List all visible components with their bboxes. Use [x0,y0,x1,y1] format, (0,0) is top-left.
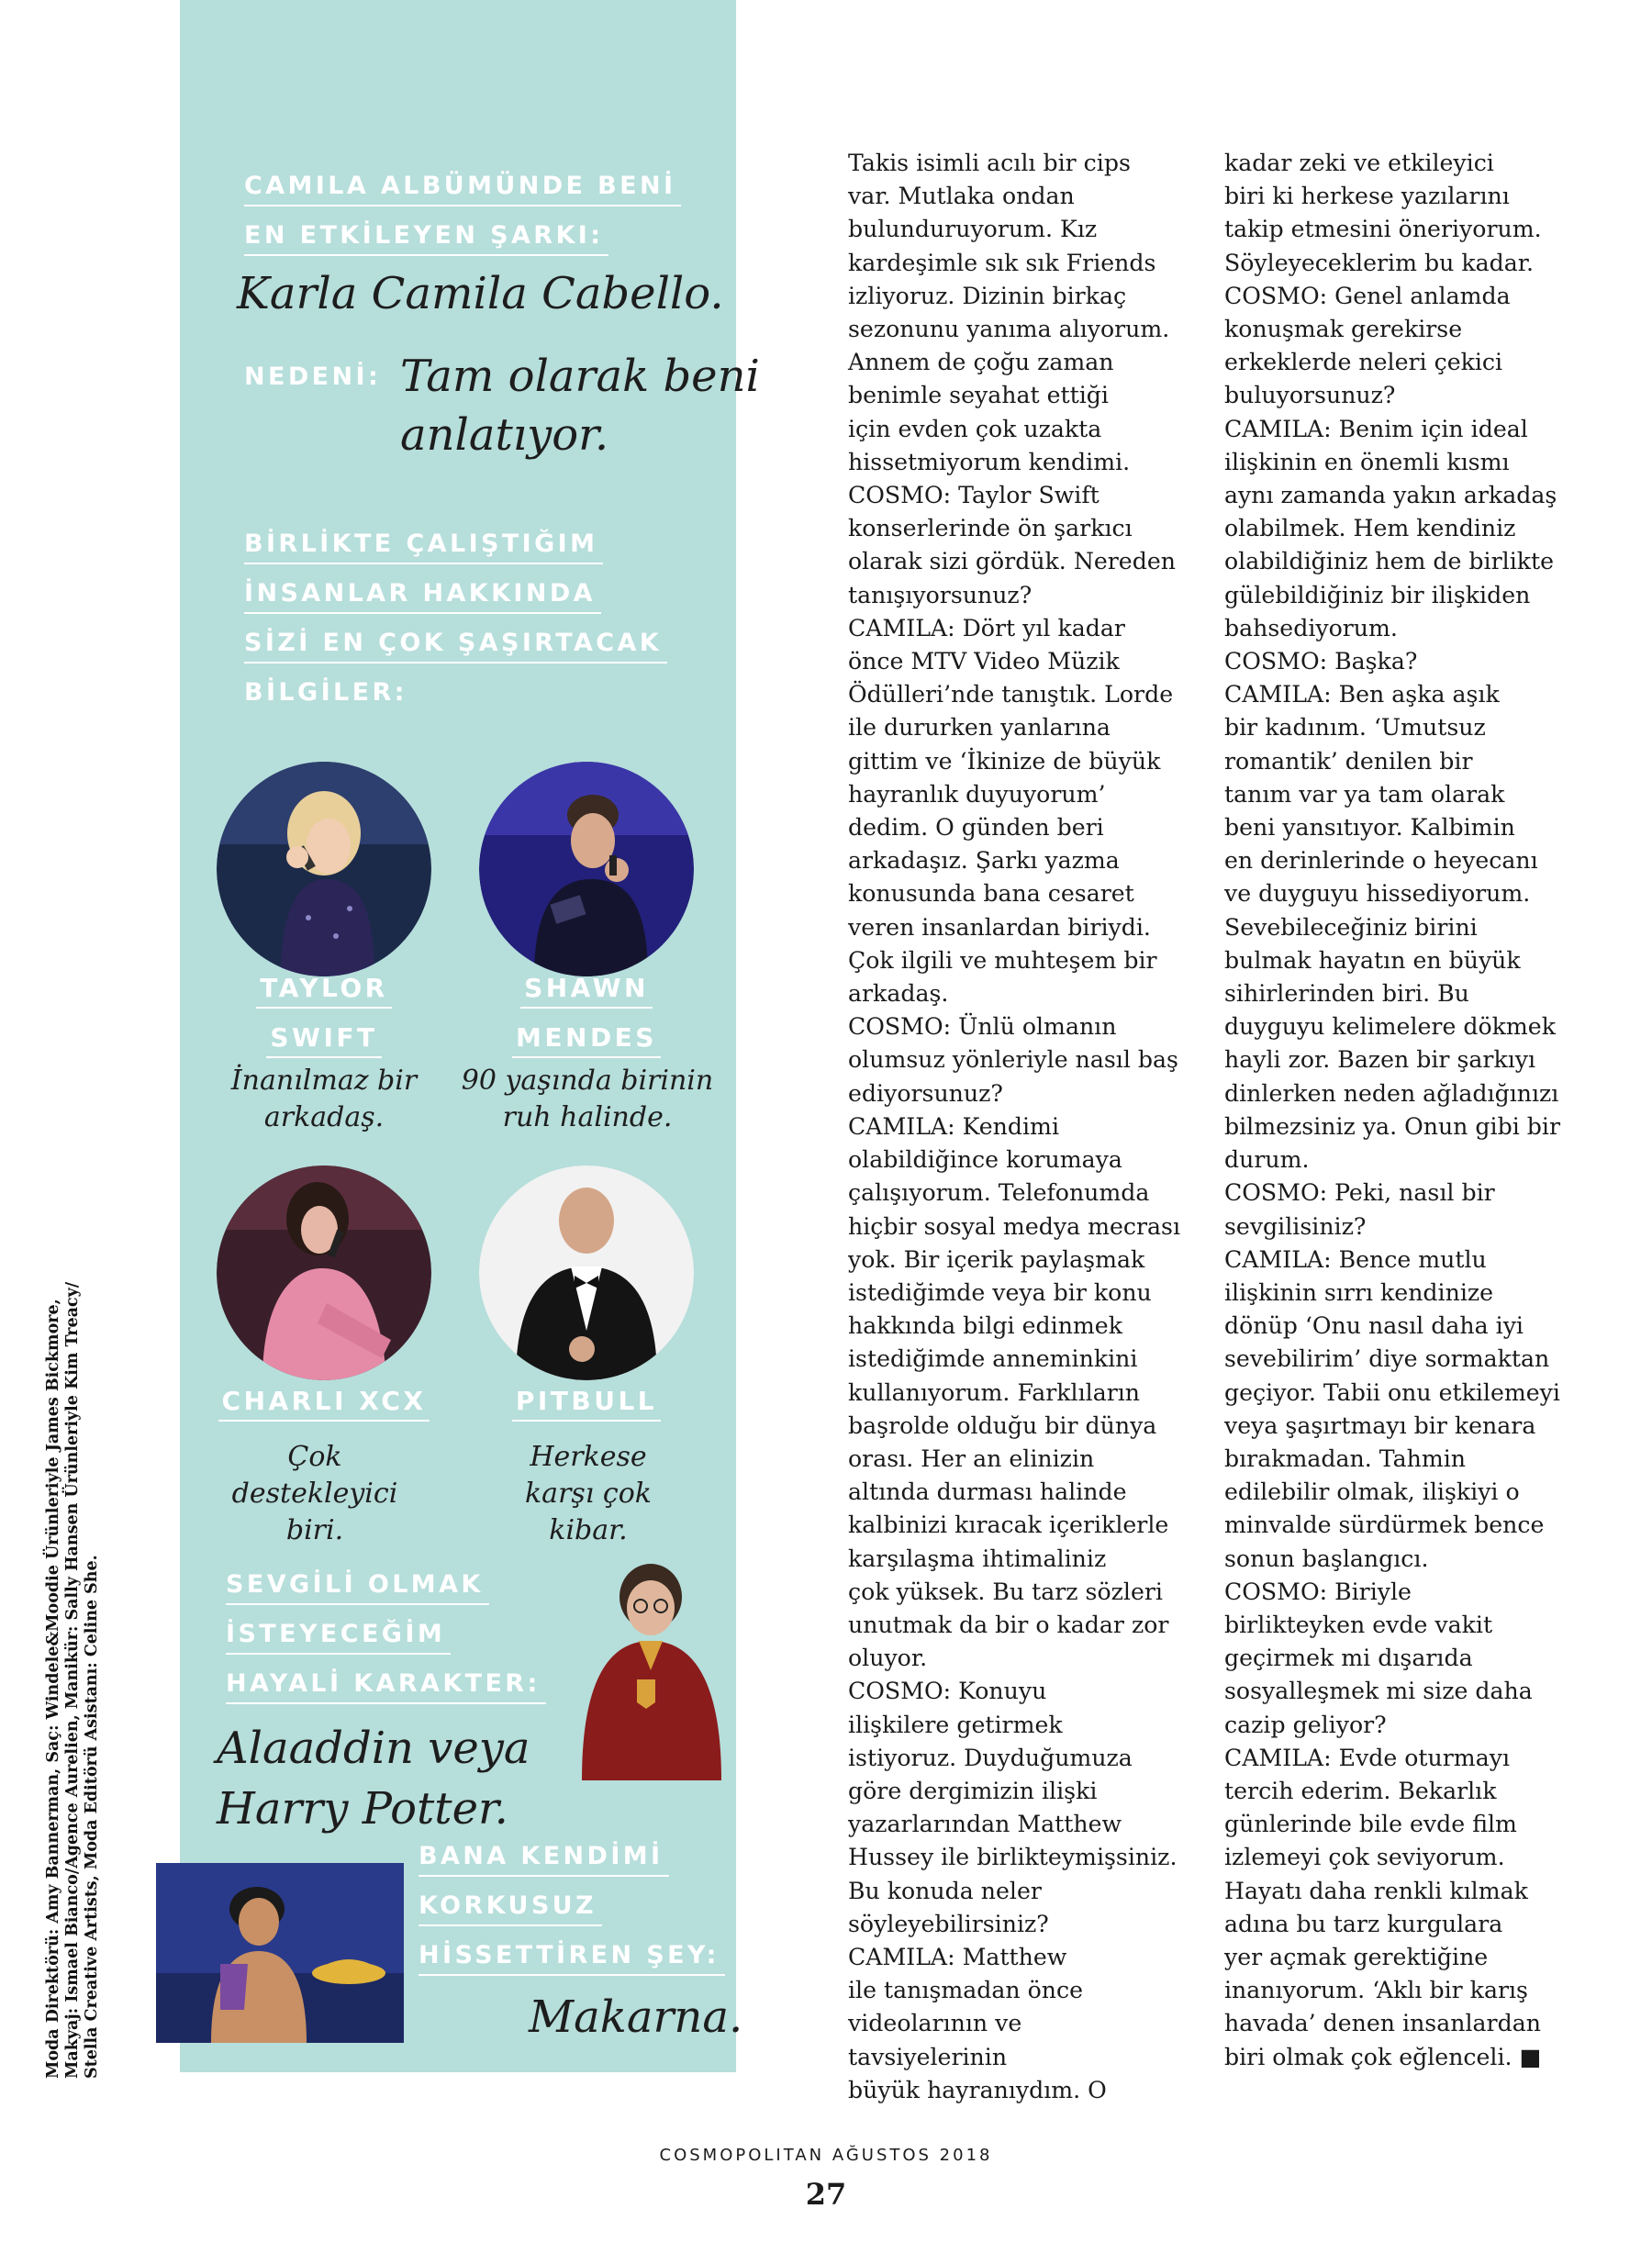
dream-character-label: SEVGİLİ OLMAK İSTEYECEĞİM HAYALİ KARAKTER: [226,1560,546,1709]
charli-xcx-name: CHARLI XCX [217,1377,431,1426]
aladdin-image [156,1863,404,2043]
harry-potter-image [564,1551,738,1780]
taylor-swift-photo [217,762,431,976]
charli-xcx-photo [217,1166,431,1380]
photo-credits: Moda Direktörü: Amy Bannerman, Saç: Windele&Moodie Ürünleriyle James Bickmore, Makyaj: Ismael Bianco/Agence Aurelien, Manikür: Sally Hansen Ürünleriyle Kim Treacy/ Stella Creative Artists, Moda Editörü Asistanı: Celine She. [44,1281,101,2079]
pitbull-name: PITBULL [479,1377,694,1426]
page-number: 27 [805,2177,847,2212]
shawn-mendes-quote: 90 yaşında birinin ruh halinde. [461,1065,714,1133]
article-column-1: Takis isimli acılı bir cips var. Mutlaka ondan bulunduruyorum. Kız kardeşimle sık sık Friends izliyoruz. Dizinin birkaç sezonunu yanıma alıyorum. Annem de çoğu zaman benimle seyahat ettiği için evden çok uzakta hissetmiyorum kendimi. COSMO: Taylor Swift konserlerinde ön şarkıcı olarak sizi gördük. Nereden tanışıyorsunuz? CAMILA: Dört yıl kadar önce MTV Video Müzik Ödülleri’nde tanıştık. Lorde ile dururken yanlarına gittim ve ‘İkinize de büyük hayranlık duyuyorum’ dedim. O günden beri arkadaşız. Şarkı yazma konusunda bana cesaret veren insanlardan biriydi. Çok ilgili ve muhteşem bir arkadaş. COSMO: Ünlü olmanın olumsuz yönleriyle nasıl baş ediyorsunuz? CAMILA: Kendimi olabildiğince korumaya çalışıyorum. Telefonumda hiçbir sosyal medya mecrası yok. Bir içerik paylaşmak istediğimde veya bir konu hakkında bilgi edinmek istediğimde anneminkini kullanıyorum. Farklıların başrolde olduğu bir dünya orası. Her an elinizin altında durması halinde kalbinizi kıracak içeriklerle karşılaşma ihtimaliniz çok yüksek. Bu tarz sözleri unutmak da bir o kadar zor oluyor. COSMO: Konuyu ilişkilere getirmek istiyoruz. Duyduğumuza göre dergimizin ilişki yazarlarından Matthew Hussey ile birlikteymişsiniz. Bu konuda neler söyleyebilirsiniz? CAMILA: Matthew ile tanışmadan önce videolarının ve tavsiyelerinin büyük hayranıydım. O [848,150,1181,2103]
favorite-song-label: CAMILA ALBÜMÜNDE BENİ EN ETKİLEYEN ŞARKI: [244,162,681,261]
coworkers-label: BİRLİKTE ÇALIŞTIĞIM İNSANLAR HAKKINDA SİZİ EN ÇOK ŞAŞIRTACAK BİLGİLER: [244,519,667,718]
fearless-label: BANA KENDİMİ KORKUSUZ HİSSETTİREN ŞEY: [419,1832,725,1980]
shawn-mendes-photo [479,762,694,976]
fearless-value: Makarna. [529,1991,743,2043]
reason-value: Tam olarak beni anlatıyor. [400,351,760,461]
shawn-mendes-name: SHAWN MENDES [479,964,694,1063]
taylor-swift-quote: İnanılmaz bir arkadaş. [230,1065,418,1133]
taylor-swift-name: TAYLOR SWIFT [217,964,431,1063]
dream-character-value: Alaaddin veya Harry Potter. [217,1723,530,1835]
magazine-footer: COSMOPOLITAN AĞUSTOS 2018 [659,2146,993,2165]
reason-label: NEDENİ: [244,363,382,391]
article-column-2: kadar zeki ve etkileyici biri ki herkese yazılarını takip etmesini öneriyorum. Söyleyeceklerim bu kadar. COSMO: Genel anlamda konuşmak gerekirse erkeklerde neleri çekici buluyorsunuz? CAMILA: Benim için ideal ilişkinin en önemli kısmı aynı zamanda yakın arkadaş olabilmek. Hem kendiniz olabildiğiniz hem de birlikte gülebildiğiniz bir ilişkiden bahsediyorum. COSMO: Başka? CAMILA: Ben aşka aşık bir kadınım. ‘Umutsuz romantik’ denilen bir tanım var ya tam olarak beni yansıtıyor. Kalbimin en derinlerinde o heyecanı ve duyguyu hissediyorum. Sevebileceğiniz birini bulmak hayatın en büyük sihirlerinden biri. Bu duyguyu kelimelere dökmek hayli zor. Bazen bir şarkıyı dinlerken neden ağladığınızı bilmezsiniz ya. Onun gibi bir durum. COSMO: Peki, nasıl bir sevgilisiniz? CAMILA: Bence mutlu ilişkinin sırrı kendinize dönüp ‘Onu nasıl daha iyi sevebilirim’ diye sormaktan geçiyor. Tabii onu etkilemeyi veya şaşırtmayı bir kenara bırakmadan. Tahmin edilebilir olmak, ilişkiyi o minvalde sürdürmek bence sonun başlangıcı. COSMO: Biriyle birlikteyken evde vakit geçirmek mi dışarıda sosyalleşmek mi size daha cazip geliyor? CAMILA: Evde oturmayı tercih ederim. Bekarlık günlerinde bile evde film izlemeyi çok seviyorum. Hayatı daha renkli kılmak adına bu tarz kurgulara yer açmak gerektiğine inanıyorum. ‘Aklı bir karış havada’ denen insanlardan biri olmak çok eğlenceli. ■ [1224,150,1560,2070]
charli-xcx-quote: Çok destekleyici biri. [231,1441,398,1546]
favorite-song-value: Karla Camila Cabello. [237,268,724,319]
pitbull-quote: Herkese karşı çok kibar. [525,1441,652,1546]
pitbull-photo [479,1166,694,1380]
